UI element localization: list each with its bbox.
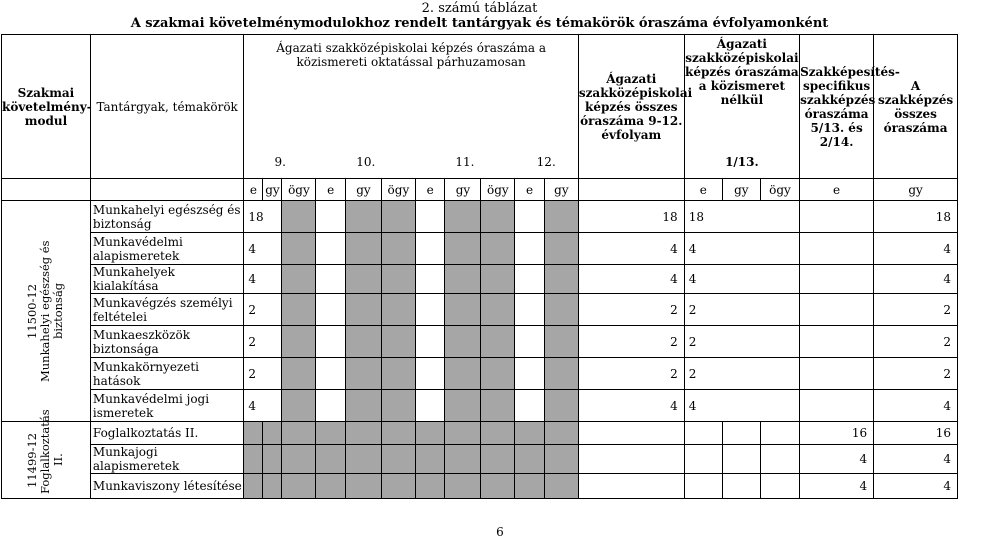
- sub-label: gy: [874, 179, 958, 201]
- value-total: 2: [578, 294, 684, 326]
- module-label: 11499-12 Foglalkoztatás II.: [25, 409, 66, 494]
- header-parallel-label: Ágazati szakközépiskolai képzés óraszáma a közismereti oktatással párhuzamosan: [276, 41, 547, 69]
- value-9e: 2: [244, 326, 282, 358]
- topic-name: Munkaeszközök biztonsága: [90, 326, 243, 358]
- table-row: [2, 445, 958, 474]
- value-all: 4: [874, 233, 958, 265]
- grade-11: 11.: [455, 155, 475, 169]
- topic-name: Munkahelyek kialakítása: [90, 265, 243, 294]
- header-all: A szakképzés összes óraszáma: [874, 35, 958, 179]
- table-row: [2, 422, 958, 445]
- table-row: [2, 326, 958, 358]
- value-9e: 18: [244, 201, 282, 233]
- value-9e: 4: [244, 390, 282, 422]
- value-without: 2: [684, 294, 799, 326]
- topic-name: Munkavédelmi jogi ismeretek: [90, 390, 243, 422]
- value-total: 18: [578, 201, 684, 233]
- value-total: 4: [578, 265, 684, 294]
- header-subjects: Tantárgyak, témakörök: [90, 35, 243, 179]
- sub-label: gy: [544, 179, 578, 201]
- subject-name: Munkahelyi egészség és biztonság: [90, 201, 243, 233]
- value-specific: 4: [800, 474, 874, 499]
- table-row: [2, 390, 958, 422]
- value-without: 18: [684, 201, 799, 233]
- value-9e: 2: [244, 358, 282, 390]
- grade-12: 12.: [536, 155, 556, 169]
- sub-label: e: [244, 179, 263, 201]
- table-row: [2, 201, 958, 233]
- sub-label: e: [684, 179, 722, 201]
- sub-label: gy: [722, 179, 760, 201]
- value-all: 18: [874, 201, 958, 233]
- table-row: [2, 294, 958, 326]
- value-without: 4: [684, 233, 799, 265]
- sub-label: ögy: [381, 179, 415, 201]
- header-module: Szakmai követelmény-modul: [2, 35, 91, 179]
- value-total: 2: [578, 358, 684, 390]
- header-parallel: [244, 35, 578, 179]
- table-row: [2, 474, 958, 499]
- grade-9: 9.: [274, 155, 286, 169]
- sub-label: e: [316, 179, 346, 201]
- value-9e: 4: [244, 233, 282, 265]
- grade-10: 10.: [356, 155, 376, 169]
- topic-name: Munkajogi alapismeretek: [90, 445, 243, 474]
- header-without: [684, 35, 799, 179]
- sub-label: e: [800, 179, 874, 201]
- page-number: 6: [496, 525, 504, 539]
- value-specific: 16: [800, 422, 874, 445]
- value-specific: 4: [800, 445, 874, 474]
- header-without-grade: 1/13.: [725, 155, 759, 169]
- module-cell: [2, 409, 91, 499]
- table-row: [2, 358, 958, 390]
- value-total: 2: [578, 326, 684, 358]
- sub-label: ögy: [760, 179, 799, 201]
- sub-label: gy: [263, 179, 282, 201]
- sub-label: gy: [445, 179, 481, 201]
- sub-label-row: [2, 179, 958, 201]
- header-without-label: Ágazati szakközépiskolai képzés óraszáma a közismeret nélkül: [685, 37, 799, 107]
- value-without: 4: [684, 265, 799, 294]
- module-label: 11500-12 Munkahelyi egészség és biztonság: [25, 240, 66, 382]
- value-all: 4: [874, 474, 958, 499]
- value-all: 4: [874, 445, 958, 474]
- sub-label: ögy: [282, 179, 316, 201]
- topic-name: Munkavédelmi alapismeretek: [90, 233, 243, 265]
- table-caption-title: A szakmai követelménymodulokhoz rendelt tantárgyak és témakörök óraszáma évfolyamonként: [130, 16, 829, 31]
- value-9e: 4: [244, 265, 282, 294]
- header-total: Ágazati szakközépiskolai képzés összes óraszáma 9-12. évfolyam: [578, 35, 684, 179]
- topic-name: Munkavégzés személyi feltételei: [90, 294, 243, 326]
- value-without: 2: [684, 326, 799, 358]
- value-9e: 2: [244, 294, 282, 326]
- table-row: [2, 265, 958, 294]
- value-total: 4: [578, 390, 684, 422]
- value-all: 16: [874, 422, 958, 445]
- header-specific: Szakképesítés-specifikus szakképzés óraszáma 5/13. és 2/14.: [800, 35, 874, 179]
- value-total: 4: [578, 233, 684, 265]
- value-all: 4: [874, 265, 958, 294]
- topic-name: Munkakörnyezeti hatások: [90, 358, 243, 390]
- sub-label: e: [515, 179, 545, 201]
- value-all: 2: [874, 294, 958, 326]
- module-cell: [2, 201, 91, 422]
- value-all: 2: [874, 326, 958, 358]
- sub-label: ögy: [481, 179, 515, 201]
- table-row: [2, 233, 958, 265]
- value-all: 2: [874, 358, 958, 390]
- sub-label: gy: [345, 179, 381, 201]
- table-caption-number: 2. számú táblázat: [421, 1, 538, 16]
- hours-table: [1, 34, 958, 499]
- subject-name: Foglalkoztatás II.: [90, 422, 243, 445]
- topic-name: Munkaviszony létesítése: [90, 474, 243, 499]
- value-without: 2: [684, 358, 799, 390]
- value-without: 4: [684, 390, 799, 422]
- value-all: 4: [874, 390, 958, 422]
- sub-label: e: [415, 179, 445, 201]
